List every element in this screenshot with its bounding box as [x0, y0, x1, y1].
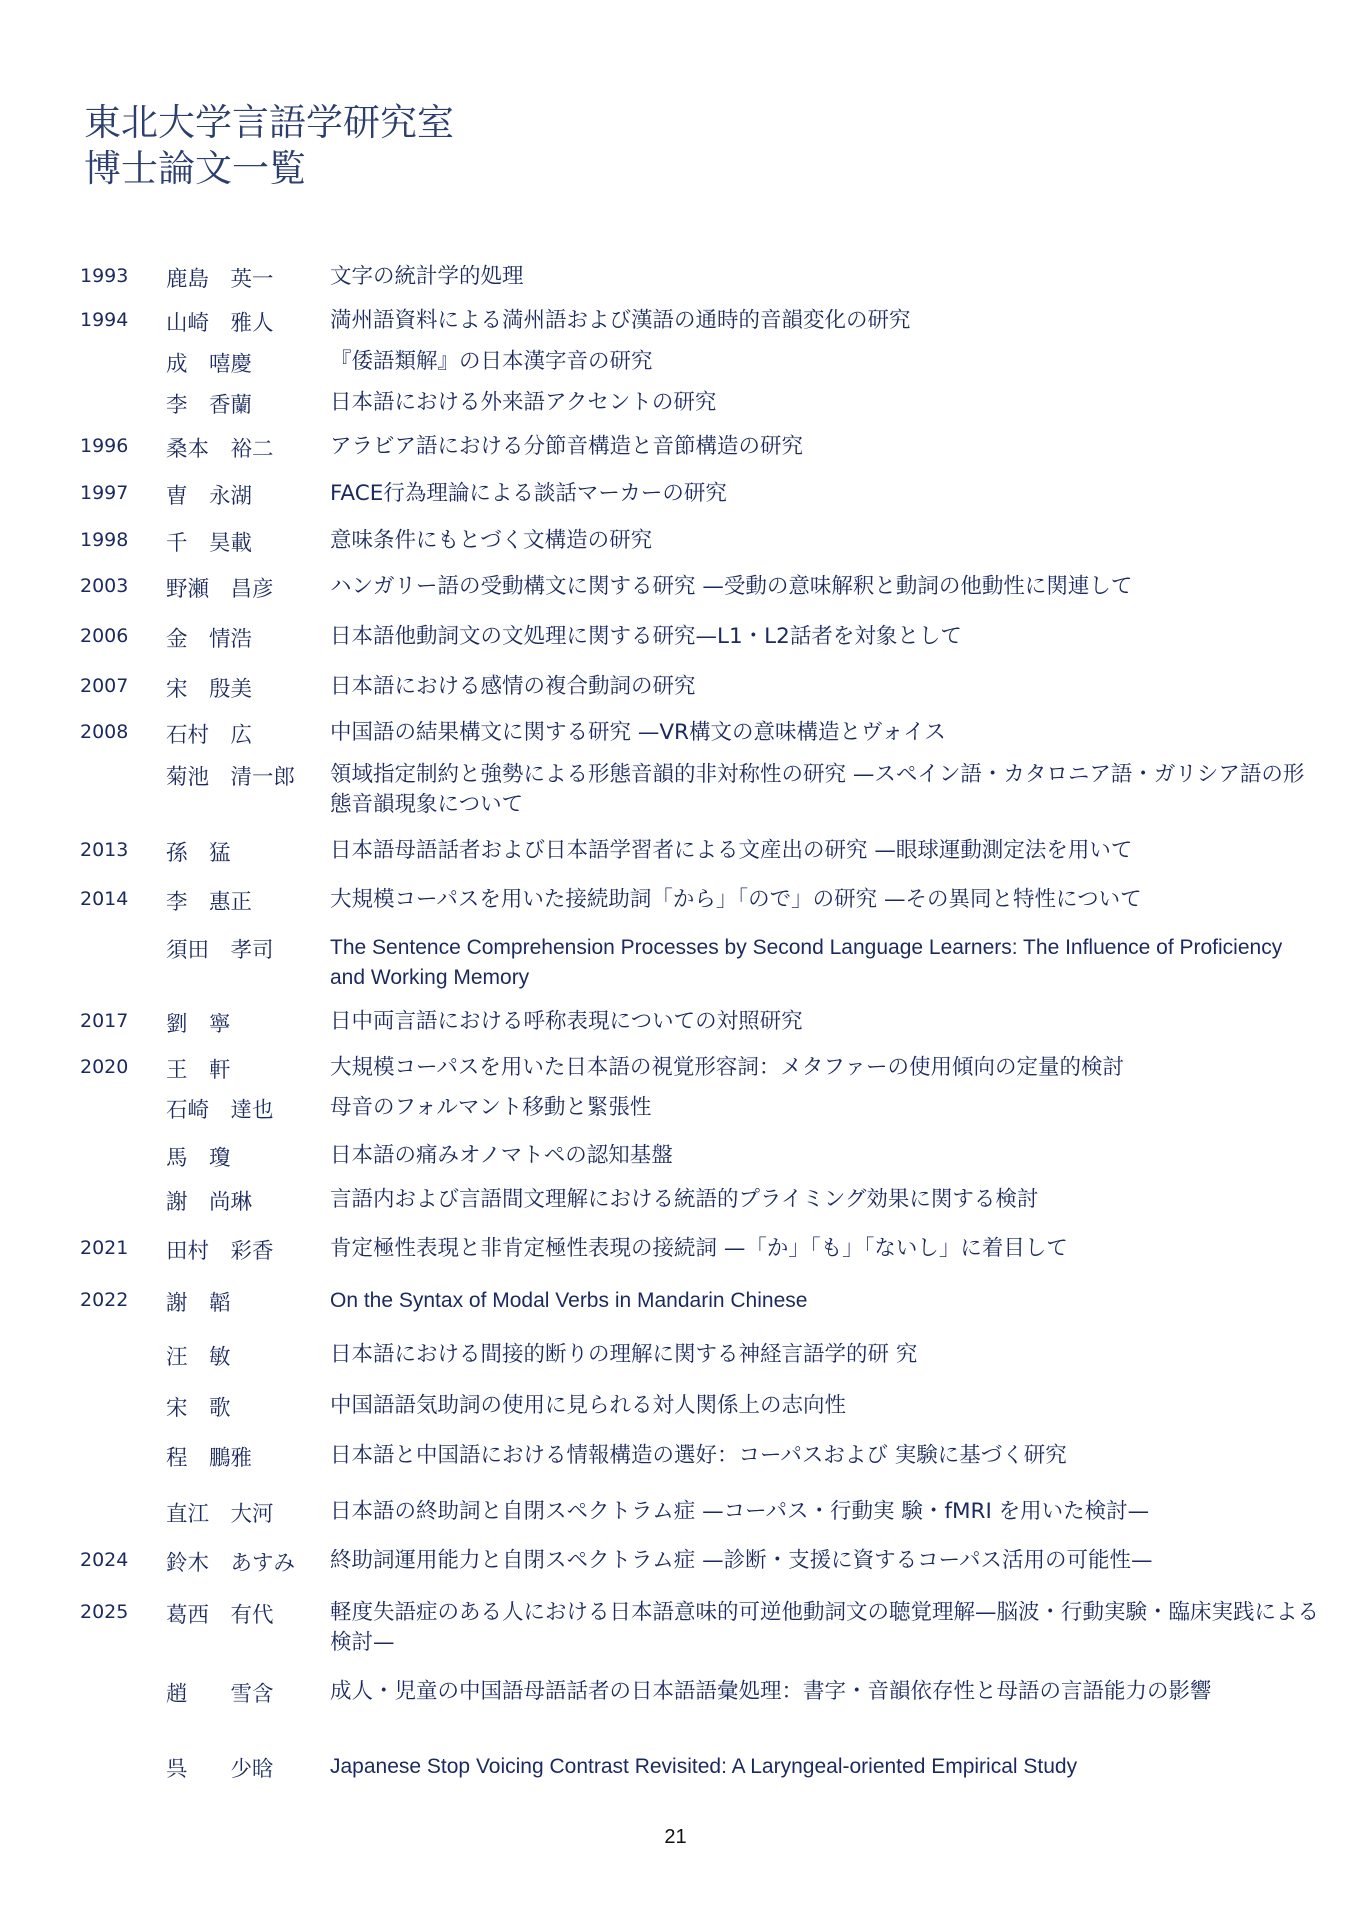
entry-author: 須田 孝司	[166, 938, 274, 963]
entry-title: 日中両言語における呼称表現についての対照研究	[330, 1009, 803, 1034]
entry-year: 2014	[80, 888, 129, 910]
entry-title: 肯定極性表現と非肯定極性表現の接続詞 —「か」「も」「ないし」に着目して	[330, 1236, 1068, 1261]
entry-title: FACE行為理論による談話マーカーの研究	[330, 481, 727, 506]
entry-year: 2022	[80, 1289, 129, 1311]
entry-author: 鈴木 あすみ	[166, 1551, 296, 1576]
page-number: 21	[664, 1826, 687, 1848]
entry-title: 満州語資料による満州語および漢語の通時的音韻変化の研究	[330, 308, 911, 333]
entry-author: 菊池 清一郎	[166, 765, 296, 790]
entry-author: 石崎 達也	[166, 1098, 274, 1123]
entry-author: 馬 瓊	[166, 1146, 231, 1171]
entry-year: 2006	[80, 625, 129, 647]
entry-title: 母音のフォルマント移動と緊張性	[330, 1095, 652, 1120]
entry-author: 趙 雪含	[166, 1682, 274, 1707]
entry-title: On the Syntax of Modal Verbs in Mandarin Chinese	[330, 1289, 808, 1312]
entry-author: 桑本 裕二	[166, 437, 274, 462]
entry-year: 2007	[80, 675, 129, 697]
title-line-2: 博士論文一覧	[84, 147, 306, 190]
title-line-1: 東北大学言語学研究室	[84, 101, 454, 144]
page-title	[84, 100, 454, 192]
entry-author: 千 昊載	[166, 531, 253, 556]
entry-author: 程 鵬雅	[166, 1446, 253, 1471]
entry-title: 日本語の痛みオノマトペの認知基盤	[330, 1143, 673, 1168]
entry-year: 1993	[80, 265, 129, 287]
entry-title: 日本語と中国語における情報構造の選好：コーパスおよび 実験に基づく研究	[330, 1443, 1067, 1468]
entry-title: 軽度失語症のある人における日本語意味的可逆他動詞文の聴覚理解—脳波・行動実験・臨床実践による検討—	[330, 1600, 1320, 1655]
entry-author: 曺 永湖	[166, 484, 253, 509]
entry-title: 成人・児童の中国語母語話者の日本語語彙処理：書字・音韻依存性と母語の言語能力の影響	[330, 1679, 1212, 1704]
entry-author: 汪 敏	[166, 1345, 231, 1370]
entry-title: 意味条件にもとづく文構造の研究	[330, 528, 653, 553]
entry-title: 『倭語類解』の日本漢字音の研究	[330, 349, 653, 374]
entry-title: アラビア語における分節音構造と音節構造の研究	[330, 434, 804, 459]
entry-author: 李 香蘭	[166, 393, 253, 418]
entry-title: 中国語の結果構文に関する研究 —VR構文の意味構造とヴォイス	[330, 720, 946, 745]
entry-year: 1997	[80, 482, 129, 504]
entry-year: 2008	[80, 721, 129, 743]
entry-year: 1996	[80, 435, 129, 457]
entry-title: 言語内および言語間文理解における統語的プライミング効果に関する検討	[330, 1187, 1039, 1212]
entry-author: 李 惠正	[166, 890, 253, 915]
entry-year: 1994	[80, 309, 129, 331]
entry-author: 呉 少晗	[166, 1757, 274, 1782]
entry-title: 中国語語気助詞の使用に見られる対人関係上の志向性	[330, 1393, 847, 1418]
entry-author: 金 情浩	[166, 627, 253, 652]
entry-author: 直江 大河	[166, 1502, 274, 1527]
entry-author: 宋 殷美	[166, 677, 253, 702]
entry-author: 宋 歌	[166, 1396, 231, 1421]
entry-title: 日本語における間接的断りの理解に関する神経言語学的研 究	[330, 1342, 918, 1367]
entry-author: 謝 韜	[166, 1291, 231, 1316]
entry-title: 大規模コーパスを用いた日本語の視覚形容詞：メタファーの使用傾向の定量的検討	[330, 1055, 1124, 1080]
entry-title: The Sentence Comprehension Processes by Second Language Learners: The Influence of Proficiency and Working Memory	[330, 936, 1283, 989]
entry-title: ハンガリー語の受動構文に関する研究 —受動の意味解釈と動詞の他動性に関連して	[330, 574, 1133, 599]
entry-author: 葛西 有代	[166, 1603, 274, 1628]
entry-author: 孫 猛	[166, 841, 231, 866]
entry-title: 日本語における外来語アクセントの研究	[330, 390, 717, 415]
entry-title: 終助詞運用能力と自閉スペクトラム症 —診断・支援に資するコーパス活用の可能性—	[330, 1548, 1153, 1573]
entry-year: 2025	[80, 1601, 129, 1623]
entry-title: 領域指定制約と強勢による形態音韻的非対称性の研究 —スペイン語・カタロニア語・ガリシア語の形態音韻現象について	[330, 762, 1305, 817]
entry-author: 鹿島 英一	[166, 267, 274, 292]
entry-year: 2021	[80, 1237, 129, 1259]
entry-author: 野瀬 昌彦	[166, 577, 274, 602]
entry-author: 石村 広	[166, 723, 253, 748]
entry-year: 2017	[80, 1010, 129, 1032]
entry-title: Japanese Stop Voicing Contrast Revisited: A Laryngeal-oriented Empirical Study	[330, 1755, 1078, 1778]
entry-title: 日本語他動詞文の文処理に関する研究—L1・L2話者を対象として	[330, 624, 962, 649]
entry-title: 日本語における感情の複合動詞の研究	[330, 674, 696, 699]
entry-year: 2020	[80, 1056, 129, 1078]
entry-author: 謝 尚琳	[166, 1190, 253, 1215]
entry-title: 大規模コーパスを用いた接続助詞「から」「ので」の研究 —その異同と特性について	[330, 887, 1142, 912]
entry-title: 日本語の終助詞と自閉スペクトラム症 —コーパス・行動実 験・fMRI を用いた検討—	[330, 1499, 1150, 1524]
entry-title: 日本語母語話者および日本語学習者による文産出の研究 —眼球運動測定法を用いて	[330, 838, 1133, 863]
entry-author: 王 軒	[166, 1058, 231, 1083]
entry-year: 1998	[80, 529, 129, 551]
entry-year: 2013	[80, 839, 129, 861]
entry-author: 劉 寧	[166, 1012, 231, 1037]
entry-author: 成 嘻慶	[166, 352, 253, 377]
entry-year: 2024	[80, 1549, 129, 1571]
entry-title: 文字の統計学的処理	[330, 264, 524, 289]
entry-author: 田村 彩香	[166, 1239, 274, 1264]
entry-year: 2003	[80, 575, 129, 597]
entry-author: 山崎 雅人	[166, 311, 274, 336]
